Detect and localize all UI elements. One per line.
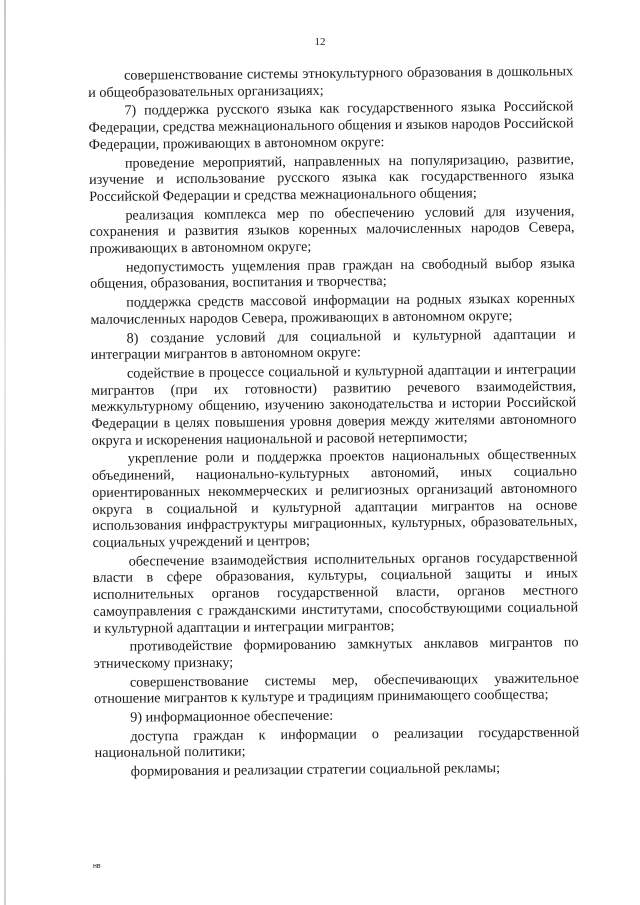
paragraph: 9) информационное обеспечение:: [130, 707, 334, 726]
paragraph: 7) поддержка русского языка как государственного языка Российской Федерации, средства межнационального общения и языков народов Российской Федерации, проживающих в автономном округе:: [88, 98, 574, 153]
paragraph: совершенствование системы мер, обеспечивающих уважительное отношение мигрантов к культуре и традициям принимающего сообщества;: [93, 669, 579, 708]
paragraph: реализация комплекса мер по обеспечению условий для изучения, сохранения и развития языков коренных малочисленных народов Севера, проживающих в автономном округе;: [89, 202, 575, 258]
footer-mark: нв: [93, 863, 101, 870]
paragraph: формирования и реализации стратегии социальной рекламы;: [130, 760, 501, 780]
paragraph: противодействие формированию замкнутых анклавов мигрантов по этническому признаку;: [93, 634, 579, 672]
paragraph: недопустимость ущемления прав граждан на свободный выбор языка общения, образования, воспитания и творчества;: [90, 255, 575, 293]
paragraph: проведение мероприятий, направленных на популяризацию, развитие, изучение и использование русского языка как государственного языка Российской Федерации и средства межнационального общения;: [89, 150, 575, 205]
paragraph: 8) создание условий для социальной и культурной адаптации и интеграции мигрантов в автономном округе:: [90, 325, 576, 364]
paragraph: укрепление роли и поддержка проектов национальных общественных объединений, национально-культурных автономий, иных социально ориентированных некоммерческих и религиозных организаций автономного округа в социальной и культурной адаптации мигрантов на основе использования инфраструктуры миграционных, культурных, образовательных, социальных учреждений и центров;: [91, 446, 578, 551]
paragraph: доступа граждан к информации о реализации государственной национальной политики;: [94, 724, 580, 762]
page-number: 12: [314, 36, 326, 48]
paragraph: обеспечение взаимодействия исполнительных органов государственной власти в сфере образования, культуры, социальной защиты и иных исполнительных органов государственной власти, органов местного самоуправления с гражданскими институтами, способствующими социальной и культурной адаптации и интеграции мигрантов;: [92, 549, 579, 637]
paragraph: совершенствование системы этнокультурного образования в дошкольных и общеобразовательных организациях;: [88, 63, 574, 101]
document-body: [88, 63, 580, 782]
paragraph: поддержка средств массовой информации на родных языках коренных малочисленных народов Севера, проживающих в автономном округе;: [90, 290, 576, 328]
paragraph: содействие в процессе социальной и культурной адаптации и интеграции мигрантов (при их готовности) развитию речевого взаимодействия, межкультурному общению, изучению законодательства и истории Российской Федерации в целях повышения уровня доверия между жителями автономного округа и искоренения национальной и расовой нетерпимости;: [91, 361, 577, 449]
scan-edge: [4, 0, 6, 905]
